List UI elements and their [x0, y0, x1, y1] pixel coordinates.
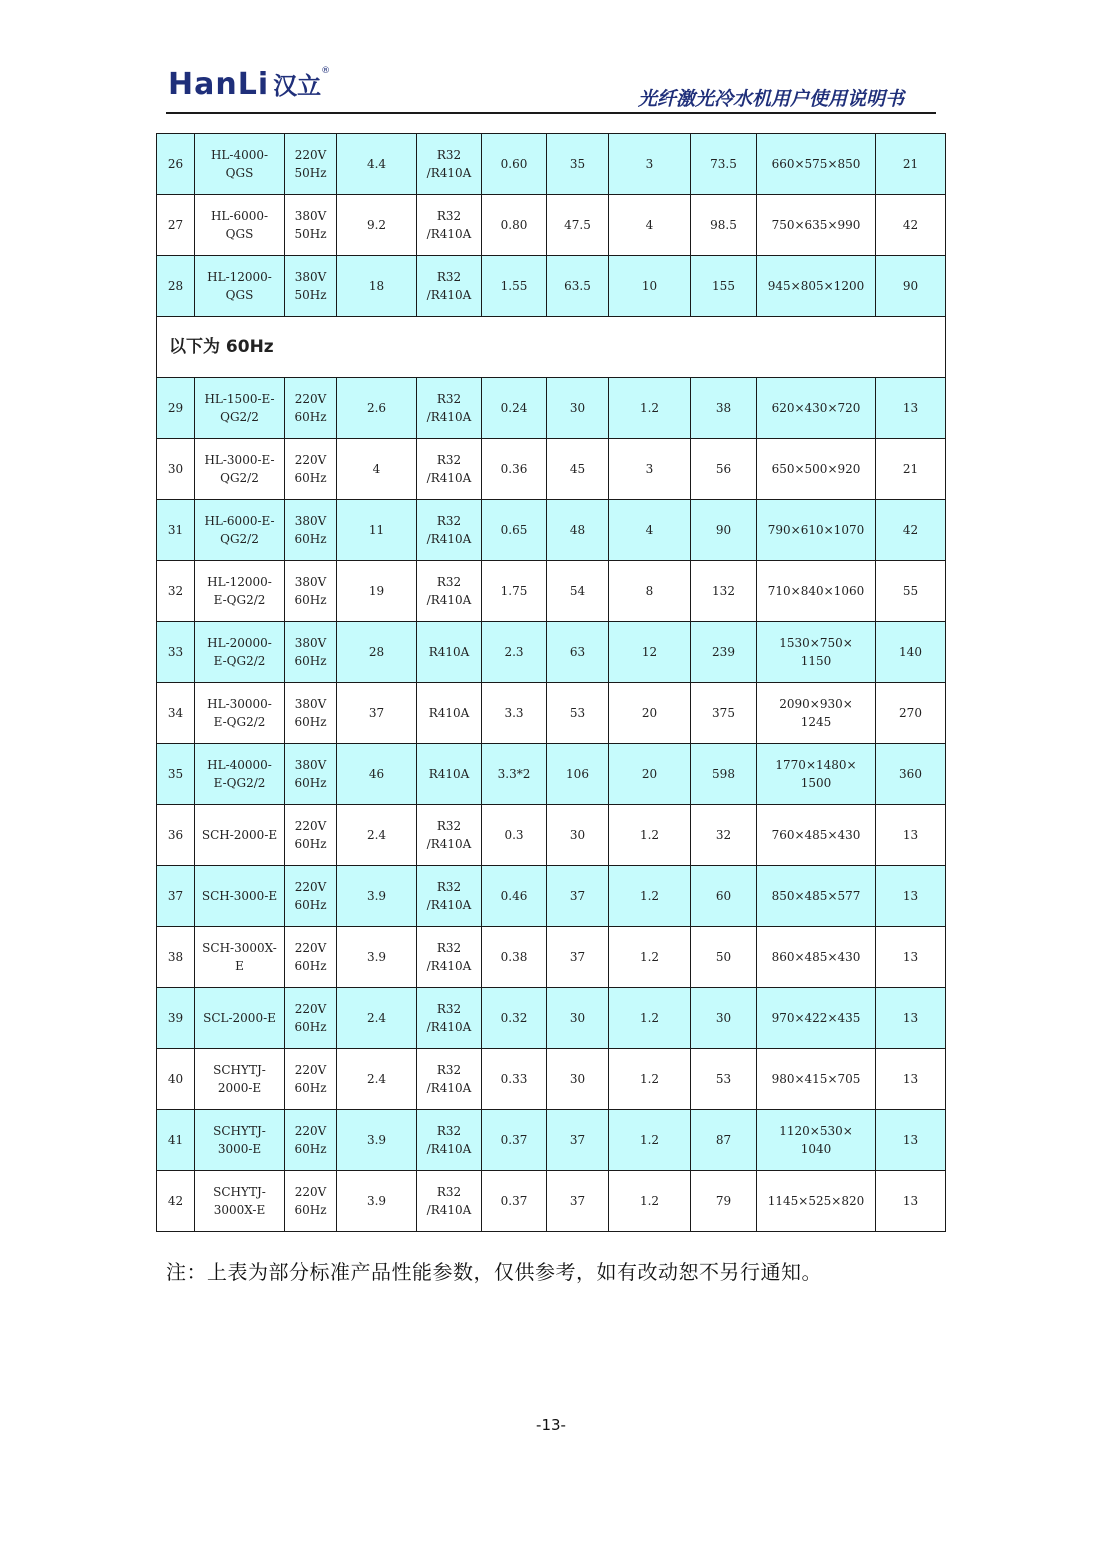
cell-cool: 4.4	[337, 134, 417, 195]
cell-tank: 79	[691, 1171, 757, 1232]
cell-ref: R32 /R410A	[417, 1171, 482, 1232]
cell-size: 2090×930× 1245	[757, 683, 876, 744]
cell-lift: 12	[609, 622, 691, 683]
cell-pump: 0.37	[482, 1171, 547, 1232]
cell-tank: 50	[691, 927, 757, 988]
cell-pump: 0.32	[482, 988, 547, 1049]
cell-ref: R32 /R410A	[417, 500, 482, 561]
cell-cool: 11	[337, 500, 417, 561]
section-label: 以下为 60Hz	[157, 317, 946, 378]
cell-power: 380V 60Hz	[285, 500, 337, 561]
cell-cool: 4	[337, 439, 417, 500]
cell-weight: 55	[876, 561, 946, 622]
cell-tank: 87	[691, 1110, 757, 1171]
cell-ref: R32 /R410A	[417, 561, 482, 622]
cell-pump: 0.65	[482, 500, 547, 561]
cell-pump: 2.3	[482, 622, 547, 683]
cell-flow: 37	[547, 1171, 609, 1232]
cell-model: SCHYTJ- 3000X-E	[195, 1171, 285, 1232]
cell-model: SCHYTJ- 2000-E	[195, 1049, 285, 1110]
cell-lift: 4	[609, 195, 691, 256]
table-row	[157, 134, 946, 195]
cell-tank: 239	[691, 622, 757, 683]
cell-weight: 13	[876, 378, 946, 439]
cell-weight: 13	[876, 805, 946, 866]
cell-ref: R32 /R410A	[417, 378, 482, 439]
cell-weight: 42	[876, 195, 946, 256]
cell-pump: 0.24	[482, 378, 547, 439]
cell-model: SCH-3000-E	[195, 866, 285, 927]
cell-size: 1530×750× 1150	[757, 622, 876, 683]
cell-pump: 3.3*2	[482, 744, 547, 805]
cell-flow: 63	[547, 622, 609, 683]
cell-ref: R32 /R410A	[417, 134, 482, 195]
table-row	[157, 195, 946, 256]
cell-model: HL-12000- QGS	[195, 256, 285, 317]
cell-no: 39	[157, 988, 195, 1049]
cell-size: 790×610×1070	[757, 500, 876, 561]
cell-no: 40	[157, 1049, 195, 1110]
cell-pump: 1.55	[482, 256, 547, 317]
cell-tank: 90	[691, 500, 757, 561]
footnote: 注：上表为部分标准产品性能参数，仅供参考，如有改动恕不另行通知。	[166, 1260, 822, 1284]
cell-weight: 13	[876, 1110, 946, 1171]
cell-ref: R32 /R410A	[417, 866, 482, 927]
cell-weight: 13	[876, 866, 946, 927]
cell-no: 26	[157, 134, 195, 195]
cell-no: 41	[157, 1110, 195, 1171]
cell-lift: 1.2	[609, 1110, 691, 1171]
cell-lift: 8	[609, 561, 691, 622]
cell-power: 380V 50Hz	[285, 256, 337, 317]
cell-power: 220V 50Hz	[285, 134, 337, 195]
cell-model: SCH-2000-E	[195, 805, 285, 866]
cell-model: HL-1500-E- QG2/2	[195, 378, 285, 439]
cell-size: 760×485×430	[757, 805, 876, 866]
cell-lift: 20	[609, 683, 691, 744]
cell-tank: 98.5	[691, 195, 757, 256]
cell-power: 220V 60Hz	[285, 378, 337, 439]
cell-tank: 60	[691, 866, 757, 927]
cell-model: SCL-2000-E	[195, 988, 285, 1049]
table-row	[157, 256, 946, 317]
cell-model: HL-6000- QGS	[195, 195, 285, 256]
cell-flow: 30	[547, 988, 609, 1049]
cell-lift: 1.2	[609, 1171, 691, 1232]
cell-no: 35	[157, 744, 195, 805]
cell-power: 380V 60Hz	[285, 622, 337, 683]
section-row	[157, 317, 946, 378]
cell-cool: 18	[337, 256, 417, 317]
cell-lift: 20	[609, 744, 691, 805]
table-body-60hz	[157, 378, 946, 1232]
cell-pump: 0.37	[482, 1110, 547, 1171]
cell-flow: 37	[547, 866, 609, 927]
table-section-60hz	[157, 317, 946, 378]
cell-tank: 53	[691, 1049, 757, 1110]
cell-ref: R410A	[417, 622, 482, 683]
cell-weight: 13	[876, 988, 946, 1049]
cell-no: 37	[157, 866, 195, 927]
cell-model: HL-20000- E-QG2/2	[195, 622, 285, 683]
cell-flow: 48	[547, 500, 609, 561]
cell-size: 650×500×920	[757, 439, 876, 500]
cell-lift: 10	[609, 256, 691, 317]
cell-no: 33	[157, 622, 195, 683]
cell-size: 1120×530× 1040	[757, 1110, 876, 1171]
cell-tank: 132	[691, 561, 757, 622]
cell-lift: 1.2	[609, 805, 691, 866]
table-row	[157, 1049, 946, 1110]
cell-power: 220V 60Hz	[285, 866, 337, 927]
cell-lift: 1.2	[609, 988, 691, 1049]
registered-mark: ®	[321, 66, 331, 76]
cell-ref: R32 /R410A	[417, 256, 482, 317]
cell-lift: 1.2	[609, 927, 691, 988]
cell-tank: 32	[691, 805, 757, 866]
page-header	[0, 0, 1102, 120]
cell-power: 380V 60Hz	[285, 561, 337, 622]
cell-size: 750×635×990	[757, 195, 876, 256]
cell-flow: 30	[547, 1049, 609, 1110]
cell-size: 970×422×435	[757, 988, 876, 1049]
cell-cool: 2.6	[337, 378, 417, 439]
cell-ref: R32 /R410A	[417, 988, 482, 1049]
cell-flow: 37	[547, 1110, 609, 1171]
cell-tank: 30	[691, 988, 757, 1049]
cell-model: HL-4000- QGS	[195, 134, 285, 195]
cell-cool: 2.4	[337, 1049, 417, 1110]
cell-no: 30	[157, 439, 195, 500]
table-row	[157, 927, 946, 988]
cell-cool: 19	[337, 561, 417, 622]
cell-power: 380V 60Hz	[285, 744, 337, 805]
table-body-50hz	[157, 134, 946, 317]
cell-weight: 13	[876, 1049, 946, 1110]
cell-pump: 0.80	[482, 195, 547, 256]
cell-size: 945×805×1200	[757, 256, 876, 317]
cell-flow: 106	[547, 744, 609, 805]
cell-no: 31	[157, 500, 195, 561]
table-row	[157, 439, 946, 500]
cell-flow: 63.5	[547, 256, 609, 317]
table-row	[157, 988, 946, 1049]
cell-cool: 3.9	[337, 927, 417, 988]
cell-cool: 28	[337, 622, 417, 683]
cell-no: 36	[157, 805, 195, 866]
cell-pump: 0.60	[482, 134, 547, 195]
cell-pump: 0.38	[482, 927, 547, 988]
cell-power: 220V 60Hz	[285, 1110, 337, 1171]
cell-weight: 21	[876, 439, 946, 500]
cell-weight: 21	[876, 134, 946, 195]
cell-tank: 598	[691, 744, 757, 805]
cell-pump: 0.36	[482, 439, 547, 500]
cell-cool: 2.4	[337, 805, 417, 866]
cell-power: 220V 60Hz	[285, 1049, 337, 1110]
cell-weight: 270	[876, 683, 946, 744]
cell-no: 28	[157, 256, 195, 317]
cell-lift: 1.2	[609, 866, 691, 927]
document-title: 光纤激光冷水机用户使用说明书	[637, 88, 904, 110]
cell-ref: R32 /R410A	[417, 439, 482, 500]
cell-pump: 0.3	[482, 805, 547, 866]
cell-lift: 1.2	[609, 1049, 691, 1110]
cell-model: HL-3000-E- QG2/2	[195, 439, 285, 500]
cell-lift: 4	[609, 500, 691, 561]
cell-no: 29	[157, 378, 195, 439]
cell-model: SCHYTJ- 3000-E	[195, 1110, 285, 1171]
cell-pump: 1.75	[482, 561, 547, 622]
cell-cool: 3.9	[337, 866, 417, 927]
cell-lift: 1.2	[609, 378, 691, 439]
cell-size: 1770×1480× 1500	[757, 744, 876, 805]
cell-cool: 2.4	[337, 988, 417, 1049]
cell-ref: R410A	[417, 683, 482, 744]
cell-flow: 35	[547, 134, 609, 195]
cell-weight: 90	[876, 256, 946, 317]
logo-chinese-text: 汉立	[273, 72, 322, 100]
cell-tank: 38	[691, 378, 757, 439]
cell-tank: 56	[691, 439, 757, 500]
cell-lift: 3	[609, 439, 691, 500]
table-row	[157, 378, 946, 439]
table-row	[157, 683, 946, 744]
cell-size: 660×575×850	[757, 134, 876, 195]
table-row	[157, 866, 946, 927]
cell-power: 220V 60Hz	[285, 927, 337, 988]
cell-ref: R32 /R410A	[417, 927, 482, 988]
cell-weight: 140	[876, 622, 946, 683]
cell-size: 850×485×577	[757, 866, 876, 927]
cell-flow: 37	[547, 927, 609, 988]
cell-tank: 155	[691, 256, 757, 317]
table-row	[157, 500, 946, 561]
table-row	[157, 622, 946, 683]
cell-ref: R32 /R410A	[417, 1110, 482, 1171]
cell-flow: 30	[547, 805, 609, 866]
cell-power: 220V 60Hz	[285, 805, 337, 866]
spec-table	[156, 133, 946, 1232]
table-row	[157, 805, 946, 866]
cell-power: 380V 60Hz	[285, 683, 337, 744]
logo-latin-text: HanLi	[168, 67, 270, 102]
cell-no: 38	[157, 927, 195, 988]
table-row	[157, 561, 946, 622]
cell-pump: 3.3	[482, 683, 547, 744]
cell-model: HL-40000- E-QG2/2	[195, 744, 285, 805]
cell-ref: R32 /R410A	[417, 1049, 482, 1110]
cell-no: 27	[157, 195, 195, 256]
cell-no: 34	[157, 683, 195, 744]
cell-ref: R410A	[417, 744, 482, 805]
table-row	[157, 744, 946, 805]
cell-cool: 46	[337, 744, 417, 805]
cell-tank: 375	[691, 683, 757, 744]
cell-size: 620×430×720	[757, 378, 876, 439]
cell-flow: 53	[547, 683, 609, 744]
cell-power: 220V 60Hz	[285, 439, 337, 500]
cell-tank: 73.5	[691, 134, 757, 195]
cell-no: 32	[157, 561, 195, 622]
cell-cool: 3.9	[337, 1171, 417, 1232]
cell-size: 980×415×705	[757, 1049, 876, 1110]
hanli-logo	[168, 68, 330, 102]
cell-pump: 0.33	[482, 1049, 547, 1110]
cell-no: 42	[157, 1171, 195, 1232]
cell-weight: 13	[876, 927, 946, 988]
cell-flow: 30	[547, 378, 609, 439]
cell-model: HL-30000- E-QG2/2	[195, 683, 285, 744]
cell-cool: 37	[337, 683, 417, 744]
header-divider	[166, 112, 936, 114]
cell-model: SCH-3000X- E	[195, 927, 285, 988]
cell-size: 860×485×430	[757, 927, 876, 988]
cell-size: 1145×525×820	[757, 1171, 876, 1232]
cell-power: 380V 50Hz	[285, 195, 337, 256]
cell-power: 220V 60Hz	[285, 1171, 337, 1232]
cell-cool: 9.2	[337, 195, 417, 256]
cell-model: HL-6000-E- QG2/2	[195, 500, 285, 561]
table-row	[157, 1110, 946, 1171]
cell-weight: 360	[876, 744, 946, 805]
cell-flow: 47.5	[547, 195, 609, 256]
cell-power: 220V 60Hz	[285, 988, 337, 1049]
cell-weight: 42	[876, 500, 946, 561]
page-number: -13-	[536, 1416, 566, 1434]
cell-flow: 45	[547, 439, 609, 500]
cell-weight: 13	[876, 1171, 946, 1232]
cell-model: HL-12000- E-QG2/2	[195, 561, 285, 622]
cell-size: 710×840×1060	[757, 561, 876, 622]
cell-cool: 3.9	[337, 1110, 417, 1171]
table-row	[157, 1171, 946, 1232]
cell-lift: 3	[609, 134, 691, 195]
cell-ref: R32 /R410A	[417, 195, 482, 256]
cell-flow: 54	[547, 561, 609, 622]
cell-ref: R32 /R410A	[417, 805, 482, 866]
cell-pump: 0.46	[482, 866, 547, 927]
